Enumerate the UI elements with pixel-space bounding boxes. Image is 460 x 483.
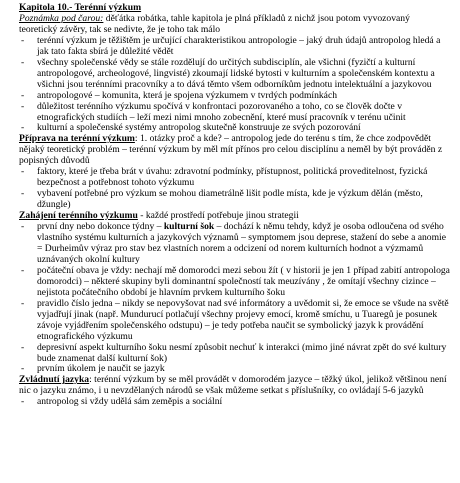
bullet-list-2 (19, 167, 450, 211)
bullet-list-4 (19, 397, 450, 408)
list-item: - terénní výzkum je těžištěm je určující charakteristikou antropologie – jaký druh údajů antropolog hledá a jak tato fakta sbírá je důležité vědět (19, 36, 450, 58)
list-item: - kulturní a společenské systémy antropolog skutečně konstruuje ze svých pozorování (19, 123, 450, 134)
list-item: - počáteční obava je vždy: nechají mě domorodci mezi sebou žít ( v historii je jen 1 případ zabití antropologa domorodci) – některé skupiny byli dominantní společností tak meuzívány , že omítají všechny cizince – nejistota počátečního období je hlavním prvkem kulturního šoku (19, 266, 450, 299)
list-item: - vybavení potřebné pro výzkum se mohou diametrálně lišit podle místa, kde je výzkum dělán (město, džungle) (19, 189, 450, 211)
chapter-title: Kapitola 10.- Terénní výzkum (19, 2, 142, 13)
section-text: : 1. otázky proč a kde? – antropolog jede do terénu s tím, že chce zodpovědět nějaký teoretický problém – terénní výzkum by měl mít přínos pro celou disciplínu a neměl by být prováděn z popisných důvodů (19, 133, 443, 167)
intro-paragraph (19, 14, 450, 36)
section-heading: Zahájení terénního výzkumu (19, 210, 138, 222)
list-item: - depresivní aspekt kulturního šoku nesmí způsobit nechuť k interakci (mimo jiné návrat zpět do své kultury bude znamenat další kulturní šok) (19, 343, 450, 365)
section-language (19, 375, 450, 397)
section-text: : terénní výzkum by se měl provádět v domorodém jazyce – těžký úkol, jelikož většinou není nic o jazyku známo, i u nevzdělaných národů se však můžeme setkat s příslušníky, co ovládají 5-6 jazyků (19, 374, 447, 397)
intro-label: Poznámka pod čarou: (19, 12, 104, 24)
list-item: - prvním úkolem je naučit se jazyk (19, 364, 450, 375)
list-item: - pravidlo číslo jedna – nikdy se nepovyšovat nad své informátory a uvědomit si, že emoce se všude na světě vyjadřují jinak (např. Mundurucí potlačují všechny projevy emocí, kromě smíchu, u Tuaregů je posunek závoje vyjádřením společenského odstupu) – je tedy potřeba naučit se symbolický jazyk k provádění etnografického výzkumu (19, 299, 450, 343)
item-text: – dochází k němu tehdy, když je osoba odloučena od svého vlastního systému kulturních a jazykových významů – symptomem jsou deprese, stažení do sebe a anomie = Durheimův výraz pro stav bez vlastních norem a odcizení od norem kulturních hodnot a výzmamů uznávaných okolní kultury (37, 221, 446, 265)
bullet-list-3 (19, 222, 450, 375)
list-item: - faktory, které je třeba brát v úvahu: zdravotní podmínky, přístupnost, politická proveditelnost, fyzická bezpečnost a potřebnost tohoto výzkumu (19, 167, 450, 189)
culture-shock-term: kulturní šok (163, 221, 215, 233)
list-item: - antropolog si vždy udělá sám zeměpis a sociální (19, 397, 450, 408)
intro-text: děťátka robátka, tahle kapitola je plná příkladů z nichž jsou potom vyvozovaný teoretický závěry, tak se nedivte, že je toho tak málo (19, 12, 410, 35)
item-text: první dny nebo dokonce týdny – (37, 221, 164, 233)
list-item: - důležitost terénního výzkumu spočívá v konfrontaci pozorovaného a toho, co se člověk dočte v etnografických studiích – leží mezi nimi mnoho zobecnění, které musí pracovník v terénu učinit (19, 102, 450, 124)
list-item: - antropologové – komunita, která je spojena výzkumem v tvrdých podmínkách (19, 91, 450, 102)
section-text: - každé prostředí potřebuje jinou strategii (137, 210, 299, 222)
bullet-list-1 (19, 36, 450, 135)
list-item (19, 222, 450, 266)
section-heading: Příprava na terénní výzkum (19, 133, 135, 145)
section-preparation (19, 134, 450, 167)
section-heading: Zvládnutí jazyka (19, 374, 90, 386)
list-item: - všechny společenské vědy se stále rozdělují do určitých subdisciplín, ale všichni (fyzičtí a kulturní antropologové, archeologové, lingvisté) zkoumají lidské bytosti v kulturním a společenském kontextu a všichni jsou terénními pracovníky a to dává těmto všem odborníkům jednotu intelektuální a jazykovou (19, 58, 450, 91)
